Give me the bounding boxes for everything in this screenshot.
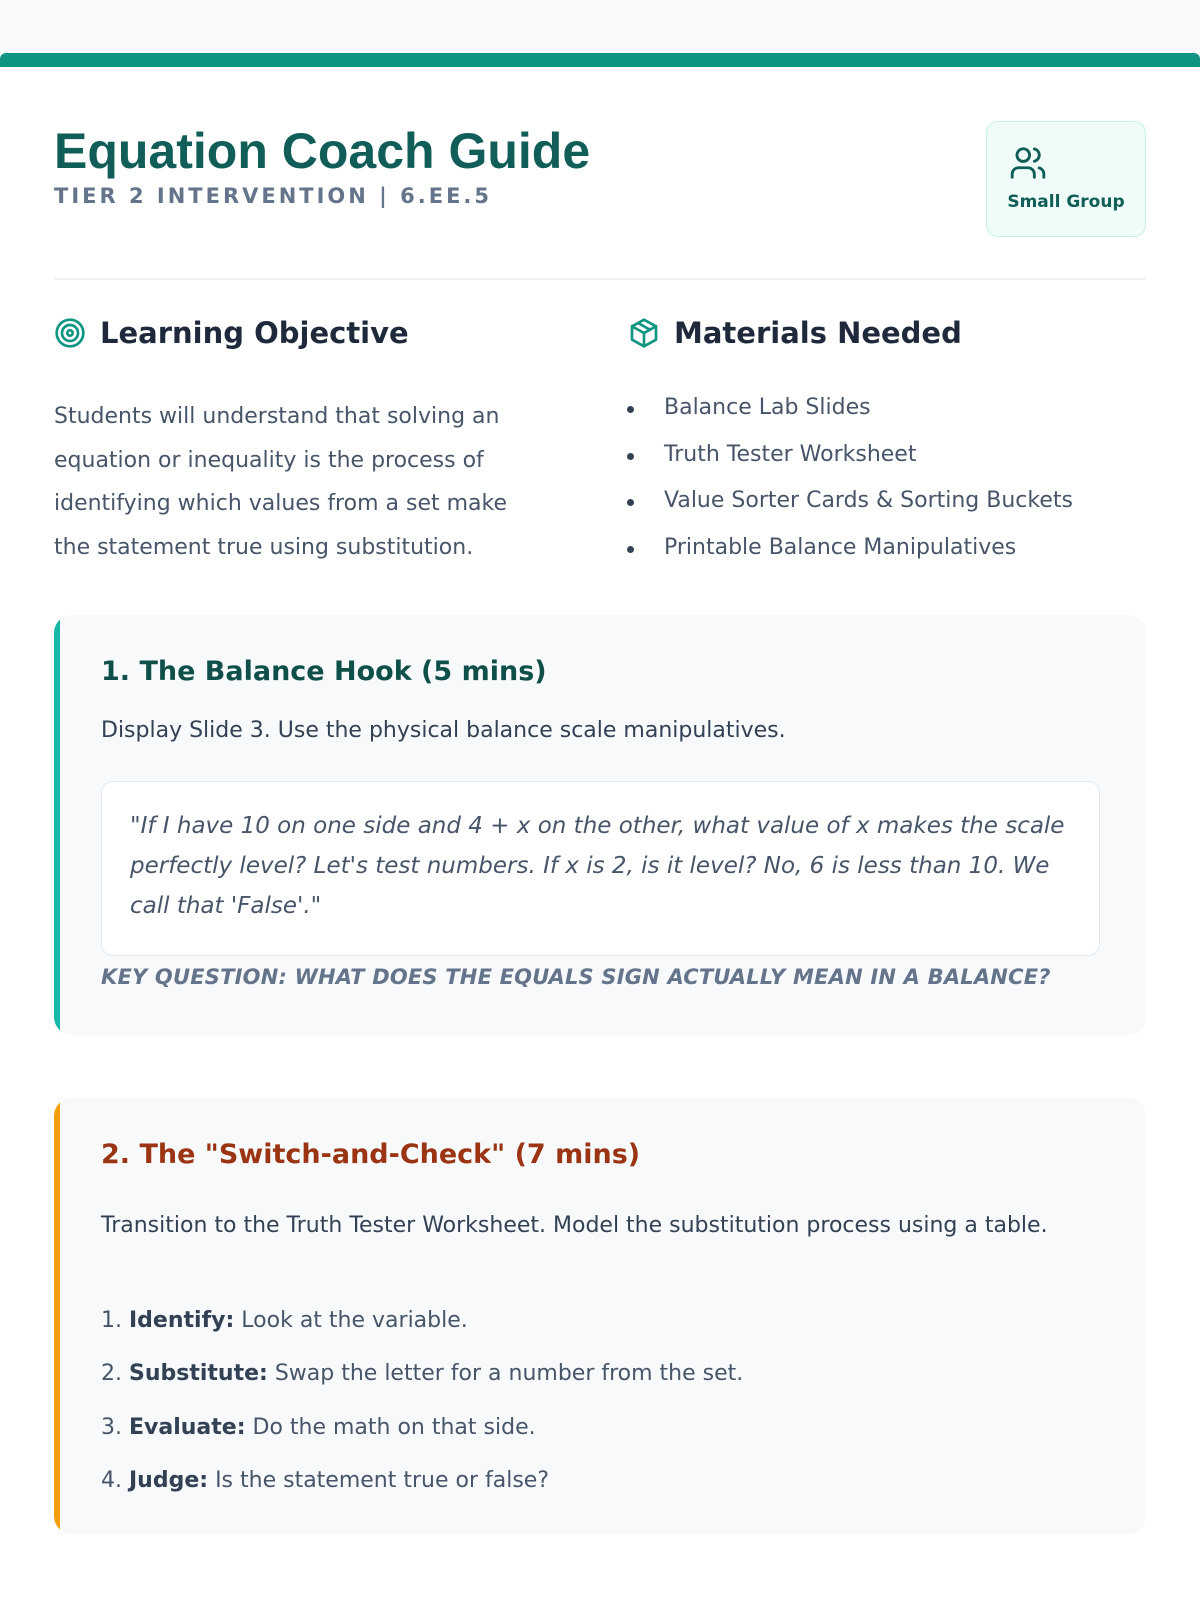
process-step-number: 2. — [101, 1361, 122, 1387]
header-divider — [54, 278, 1146, 280]
materials-item: Truth Tester Worksheet — [622, 432, 1142, 479]
materials-list — [622, 385, 1142, 571]
page-title: Equation Coach Guide — [54, 123, 591, 179]
process-step-number: 4. — [101, 1467, 122, 1493]
objective-text: Students will understand that solving an equation or inequality is the process of identifying which values from a set make the statement true using substitution. — [54, 404, 507, 560]
process-step — [101, 1461, 743, 1514]
materials-heading — [628, 313, 962, 353]
step-title: 2. The "Switch-and-Check" (7 mins) — [101, 1139, 641, 1170]
process-step-number: 1. — [101, 1308, 122, 1333]
materials-item: Value Sorter Cards & Sorting Buckets — [622, 478, 1142, 525]
process-step-desc: Look at the variable. — [241, 1308, 468, 1333]
materials-item: Balance Lab Slides — [622, 385, 1142, 432]
users-icon — [1009, 144, 1047, 182]
materials-item: Printable Balance Manipulatives — [622, 525, 1142, 572]
package-icon — [628, 317, 660, 349]
guide-card — [0, 53, 1200, 1613]
process-step-desc: Swap the letter for a number from the set. — [274, 1361, 744, 1387]
step-balance-hook — [54, 615, 1146, 1035]
process-step-number: 3. — [101, 1414, 122, 1440]
objective-heading-label: Learning Objective — [100, 316, 409, 350]
step-text: Display Slide 3. Use the physical balance scale manipulatives. — [101, 718, 786, 743]
step-switch-and-check — [54, 1098, 1146, 1534]
process-step-desc: Do the math on that side. — [252, 1414, 536, 1440]
process-step-term: Judge: — [129, 1467, 209, 1493]
page-subtitle: TIER 2 INTERVENTION | 6.EE.5 — [54, 184, 493, 208]
process-step-term: Identify: — [129, 1308, 235, 1333]
objective-heading — [54, 313, 409, 353]
process-steps-list — [101, 1301, 743, 1514]
process-step — [101, 1301, 743, 1354]
teacher-script-quote: "If I have 10 on one side and 4 + x on the other, what value of x makes the scale perfectly level? Let's test numbers. If x is 2, is it level? No, 6 is less than 10. We call that 'False'." — [101, 781, 1100, 956]
materials-heading-label: Materials Needed — [674, 316, 962, 350]
process-step-term: Substitute: — [129, 1361, 268, 1387]
step-title: 1. The Balance Hook (5 mins) — [101, 656, 547, 687]
step-text: Transition to the Truth Tester Worksheet. Model the substitution process using a table. — [101, 1213, 1048, 1238]
key-question: KEY QUESTION: WHAT DOES THE EQUALS SIGN ACTUALLY MEAN IN A BALANCE? — [101, 965, 1051, 989]
process-step-term: Evaluate: — [129, 1414, 246, 1440]
target-icon — [54, 317, 86, 349]
group-badge — [986, 121, 1146, 237]
process-step-desc: Is the statement true or false? — [215, 1467, 550, 1493]
guide-header — [54, 121, 1146, 261]
badge-label: Small Group — [1007, 192, 1125, 212]
process-step — [101, 1408, 743, 1461]
process-step — [101, 1354, 743, 1407]
